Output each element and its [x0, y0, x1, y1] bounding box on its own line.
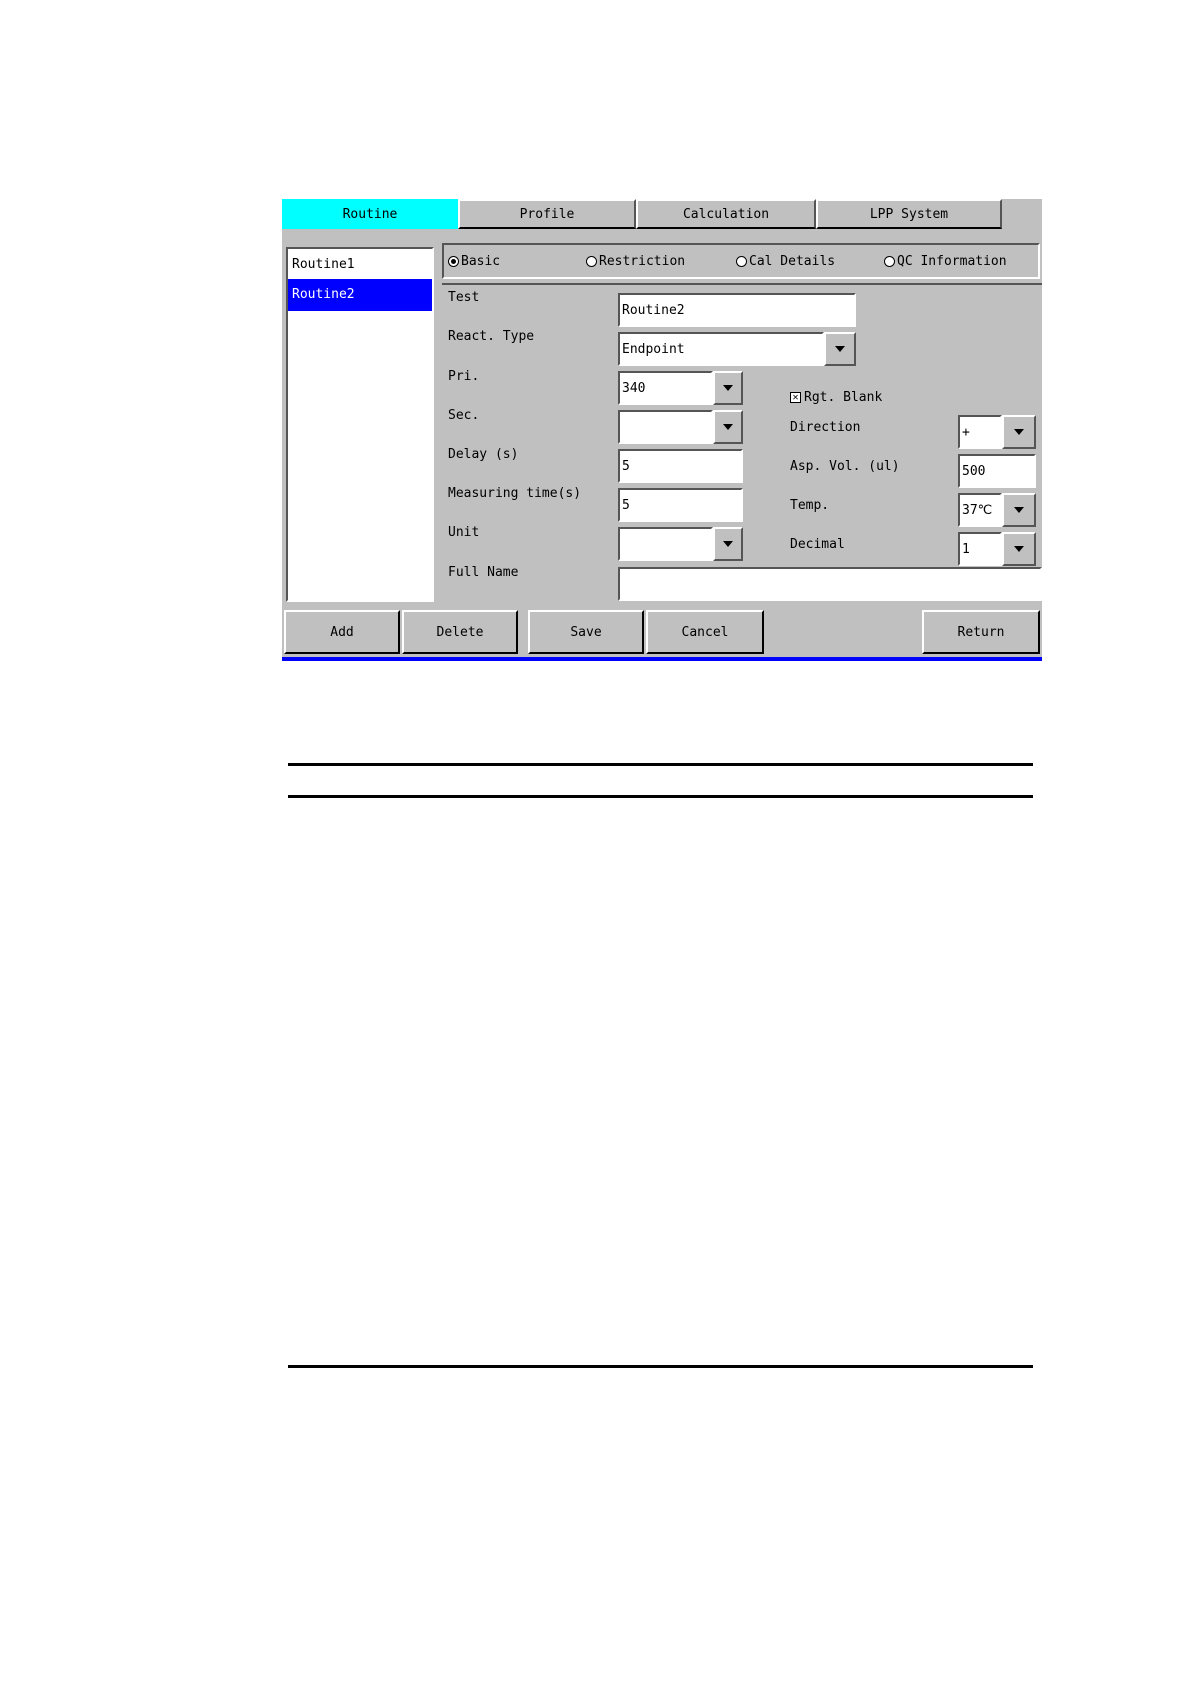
table-bottom-rule	[288, 1365, 1033, 1368]
radio-label: Basic	[461, 254, 501, 269]
decimal-select[interactable]	[958, 532, 1036, 566]
temp-select[interactable]	[958, 493, 1036, 527]
delay-label: Delay (s)	[448, 447, 519, 462]
page-selector-group	[442, 243, 1040, 279]
chevron-down-icon	[1014, 546, 1024, 552]
routine-list[interactable]	[286, 247, 434, 602]
full-name-input[interactable]	[618, 567, 1042, 601]
temp-label: Temp.	[790, 498, 830, 513]
direction-select[interactable]	[958, 415, 1036, 449]
pri-dropdown-button[interactable]	[713, 371, 743, 405]
radio-empty-icon	[586, 256, 597, 267]
unit-label: Unit	[448, 525, 480, 540]
measuring-time-label: Measuring time(s)	[448, 486, 582, 501]
radio-label: QC Information	[897, 254, 1007, 269]
direction-value: +	[958, 415, 1002, 449]
radio-basic[interactable]	[448, 254, 500, 269]
table-top-rule	[288, 763, 1033, 766]
unit-dropdown-button[interactable]	[713, 527, 743, 561]
tab-calculation[interactable]	[636, 199, 816, 229]
cancel-button[interactable]: Cancel	[646, 610, 764, 654]
chevron-down-icon	[723, 541, 733, 547]
pri-select[interactable]	[618, 371, 743, 405]
radio-empty-icon	[736, 256, 747, 267]
full-name-label: Full Name	[448, 565, 519, 580]
asp-vol-label: Asp. Vol. (ul)	[790, 459, 900, 474]
sec-value	[618, 410, 713, 444]
chevron-down-icon	[835, 346, 845, 352]
radio-qc-information[interactable]	[884, 254, 1007, 269]
radio-empty-icon	[884, 256, 895, 267]
radio-restriction[interactable]	[586, 254, 685, 269]
direction-dropdown-button[interactable]	[1002, 415, 1036, 449]
decimal-label: Decimal	[790, 537, 845, 552]
react-type-value: Endpoint	[618, 332, 824, 366]
checkbox-checked-icon: ✕	[790, 392, 801, 403]
sec-select[interactable]	[618, 410, 743, 444]
tab-label: Profile	[519, 206, 575, 222]
tab-lpp-system[interactable]	[816, 199, 1002, 229]
pri-label: Pri.	[448, 369, 480, 384]
return-button[interactable]: Return	[922, 610, 1040, 654]
unit-value	[618, 527, 713, 561]
measuring-time-input[interactable]: 5	[618, 488, 743, 522]
temp-value: 37℃	[958, 493, 1002, 527]
chevron-down-icon	[723, 424, 733, 430]
chevron-down-icon	[1014, 429, 1024, 435]
tab-label: Calculation	[682, 206, 770, 222]
save-button[interactable]: Save	[528, 610, 644, 654]
add-button[interactable]: Add	[284, 610, 400, 654]
chevron-down-icon	[723, 385, 733, 391]
test-label: Test	[448, 290, 480, 305]
decimal-value: 1	[958, 532, 1002, 566]
react-type-select[interactable]	[618, 332, 856, 366]
chevron-down-icon	[1014, 507, 1024, 513]
temp-dropdown-button[interactable]	[1002, 493, 1036, 527]
asp-vol-input[interactable]: 500	[958, 454, 1036, 488]
tab-routine[interactable]	[282, 199, 458, 229]
delay-input[interactable]: 5	[618, 449, 743, 483]
tab-label: LPP System	[869, 206, 949, 222]
radio-selected-icon	[448, 256, 459, 267]
radio-cal-details[interactable]	[736, 254, 835, 269]
tab-label: Routine	[342, 206, 398, 222]
routine-settings-window	[282, 199, 1042, 661]
direction-label: Direction	[790, 420, 861, 435]
radio-label: Restriction	[599, 254, 686, 269]
delete-button[interactable]: Delete	[402, 610, 518, 654]
window-bottom-border	[282, 657, 1042, 661]
list-item-routine1[interactable]: Routine1	[292, 257, 355, 272]
react-type-dropdown-button[interactable]	[824, 332, 856, 366]
sec-label: Sec.	[448, 408, 480, 423]
reagent-blank-checkbox[interactable]	[790, 390, 882, 405]
sec-dropdown-button[interactable]	[713, 410, 743, 444]
test-input[interactable]: Routine2	[618, 293, 856, 327]
checkbox-label: Rgt. Blank	[804, 390, 883, 405]
list-item-routine2[interactable]: Routine2	[288, 279, 432, 311]
table-header-rule	[288, 795, 1033, 798]
unit-select[interactable]	[618, 527, 743, 561]
radio-label: Cal Details	[749, 254, 836, 269]
pri-value: 340	[618, 371, 713, 405]
tab-profile[interactable]	[458, 199, 636, 229]
decimal-dropdown-button[interactable]	[1002, 532, 1036, 566]
react-type-label: React. Type	[448, 329, 535, 344]
